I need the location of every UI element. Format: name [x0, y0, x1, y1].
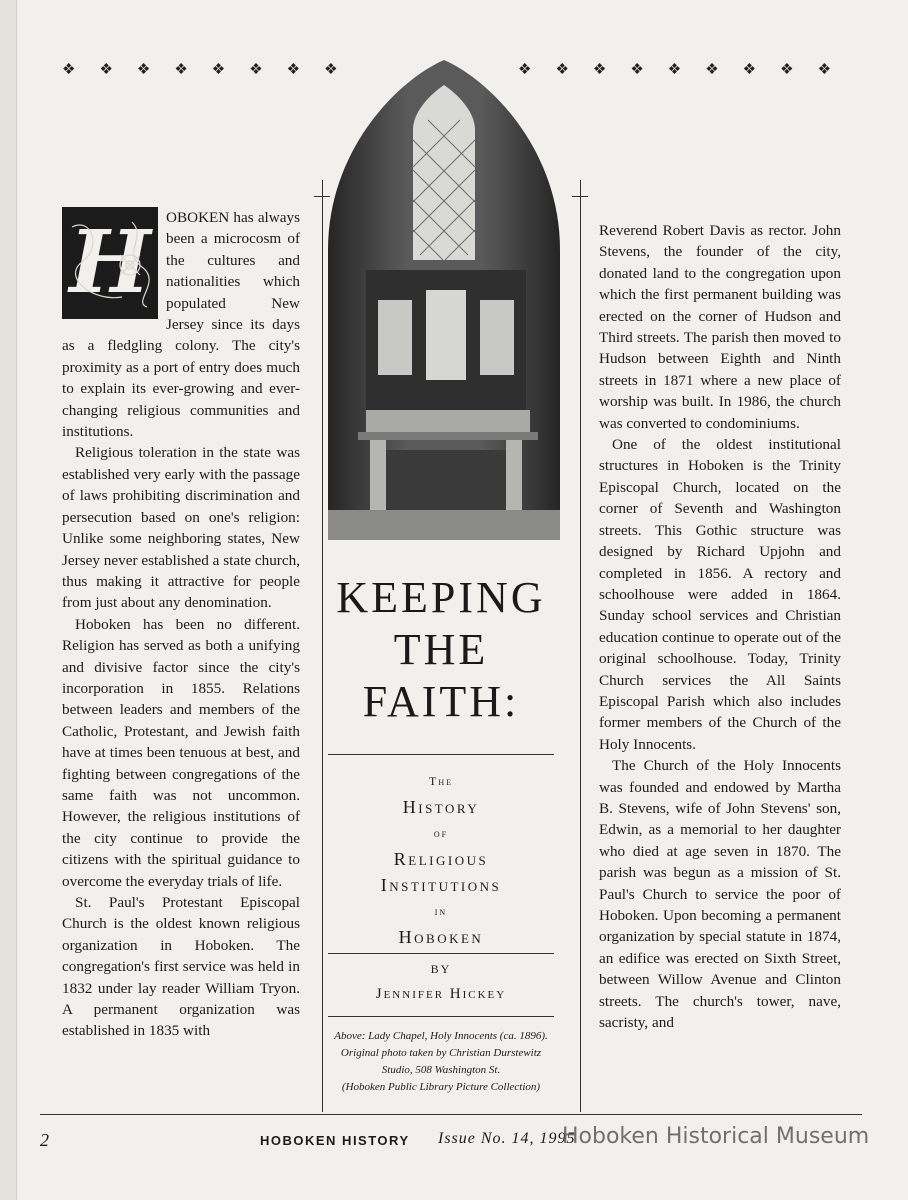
paragraph: OBOKEN has always been a microcosm of the cultures and nationalities which populated New Jersey since its days as a fledgling colony. The city's proximity as a port of entry does much to explain its ever-growing and ever-changing religious communities and institutions. [62, 209, 300, 441]
photo-caption [328, 1028, 554, 1096]
subtitle-word: in [434, 904, 448, 918]
page-edge [0, 0, 17, 1200]
subtitle-word: History [402, 797, 480, 817]
paragraph: Religious toleration in the state was established very early with the passage of laws prohibiting discrimination and persecution based on one's religion: Unlike some neighboring states, New Jersey never established a state church, thus making it attractive for people from just about any denomination. [62, 444, 300, 612]
title-line-keeping: KEEPING [336, 573, 546, 622]
column-rule-right [580, 180, 581, 1112]
subtitle-word: The [429, 774, 453, 788]
floral-ornament-icon [62, 207, 158, 319]
paragraph: Hoboken has been no different. Religion has served as both a unifying and divisive factor since the city's incorporation in 1855. Relations between leaders and members of the Catholic, Protestant, and Jewish faith have at times been tenuous at best, and fighting between congregations of the same faith was not uncommon. However, the religious institutions of the city continue to provide the citizens with the spiritual guidance to overcome the everyday trials of life. [62, 615, 300, 890]
ornament-row-left: ❖❖❖❖❖❖❖❖ [62, 62, 362, 78]
issue-label: Issue No. 14, 1995 [438, 1130, 576, 1147]
subtitle-word: Hoboken [398, 927, 484, 947]
title-divider [328, 754, 554, 755]
paragraph: The Church of the Holy Innocents was founded and endowed by Martha B. Stevens, wife of John Stevens' son, Edwin, as a memorial to her daughter who died at age seven in 1870. The parish was begun as a mission of St. Paul's Church to service the poor of Hoboken. Upon becoming a permanent organization by special statute in 1874, an edifice was erected on Sixth Street, between Willow Avenue and Clinton streets. The church's tower, nave, sacristy, and [599, 757, 841, 1032]
paragraph: Reverend Robert Davis as rector. John Stevens, the founder of the city, donated land to the congregation upon which the first permanent building was erected on the corner of Hudson and Third streets. The parish then moved to Hudson between Eighth and Ninth streets in 1871 where a new place of worship was built. In 1986, the church was converted to condominiums. [599, 222, 841, 432]
page-number: 2 [40, 1130, 49, 1150]
article-title [328, 572, 554, 728]
subtitle-word: Institutions [380, 875, 502, 895]
title-line-the: THE [393, 625, 489, 674]
paragraph: St. Paul's Protestant Episcopal Church is the oldest known religious organization in Hoboken. The congregation's first service was held in 1832 under lay reader William Tryon. A permanent organization was established in 1835 with [62, 894, 300, 1040]
title-line-faith: FAITH: [362, 677, 520, 726]
footer-rule [40, 1114, 862, 1115]
caption-credit: (Hoboken Public Library Picture Collection) [341, 1081, 541, 1093]
caption-text: Above: Lady Chapel, Holy Innocents (ca. 1896). Original photo taken by Christian Durstewitz Studio, 508 Washington St. [334, 1030, 548, 1076]
paragraph: One of the oldest institutional structures in Hoboken is the Trinity Episcopal Church, located on the corner of Seventh and Washington streets. This Gothic structure was designed by Richard Upjohn and completed in 1856. A rectory and schoolhouse were added in 1864. Sunday school services and Christian education continue to operate out of the original schoolhouse. Today, Trinity Church services the All Saints Episcopal Parish which also includes former members of the Church of the Holy Innocents. [599, 436, 841, 753]
ornament-row-right: ❖❖❖❖❖❖❖❖❖ [518, 62, 856, 78]
article-right-column [599, 220, 841, 1033]
chapel-photo-image [318, 60, 570, 550]
subtitle-divider [328, 953, 554, 954]
publication-name: HOBOKEN HISTORY [260, 1133, 410, 1148]
rule-cross-right [572, 196, 588, 197]
byline-author: Jennifer Hickey [375, 986, 507, 1002]
byline-divider [328, 1016, 554, 1017]
article-subtitle [328, 768, 554, 950]
article-left-column [62, 207, 300, 1042]
museum-watermark: Hoboken Historical Museum [562, 1124, 870, 1149]
dropcap-letter: H [69, 212, 151, 313]
chapel-photo [318, 60, 570, 550]
ornamental-dropcap [62, 207, 158, 319]
subtitle-word: of [433, 826, 449, 840]
byline-by: BY [430, 962, 452, 976]
subtitle-word: Religious [393, 849, 489, 869]
